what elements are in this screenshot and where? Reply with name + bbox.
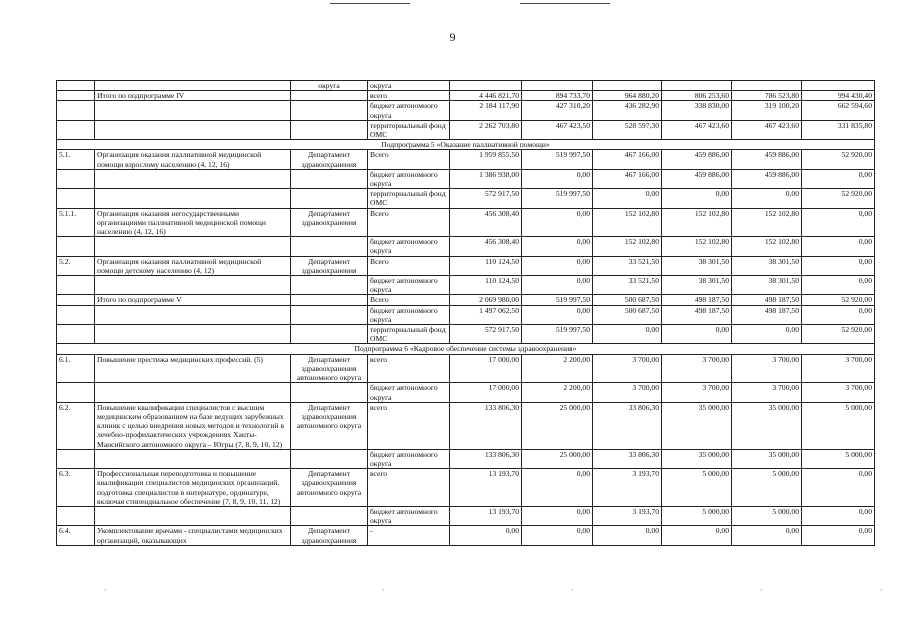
table-row — [57, 305, 875, 324]
value-cell: 459 886,00 — [732, 150, 802, 169]
value-cell: 33 806,30 — [593, 402, 662, 449]
value-cell: 0,00 — [522, 237, 593, 256]
value-cell: 0,00 — [802, 256, 875, 275]
value-cell: 436 282,90 — [593, 101, 662, 120]
row-code — [57, 91, 95, 101]
table-row — [57, 526, 875, 545]
table-row — [57, 354, 875, 383]
row-name — [95, 449, 291, 468]
row-name: Организация оказания негосударственными организациями паллиативной медицинской помощи населению (4, 12, 16) — [95, 208, 291, 237]
value-cell: 52 920,00 — [802, 189, 875, 208]
row-funding-source: всего — [368, 91, 450, 101]
value-cell: 5 000,00 — [802, 402, 875, 449]
value-cell: 17 000,00 — [450, 383, 522, 402]
row-code: 6.4. — [57, 526, 95, 545]
table-row — [57, 469, 875, 507]
table-row — [57, 506, 875, 525]
row-department — [291, 325, 368, 344]
value-cell — [732, 81, 802, 91]
row-code: 5.1. — [57, 150, 95, 169]
value-cell: 52 920,00 — [802, 295, 875, 305]
row-code — [57, 506, 95, 525]
row-name — [95, 305, 291, 324]
value-cell: 33 806,30 — [593, 449, 662, 468]
value-cell: 0,00 — [802, 208, 875, 237]
value-cell: 467 423,60 — [662, 120, 732, 139]
row-department — [291, 305, 368, 324]
table-row — [57, 449, 875, 468]
row-funding-source: - — [368, 526, 450, 545]
table-row — [57, 402, 875, 449]
table-row — [57, 189, 875, 208]
table-row — [57, 150, 875, 169]
value-cell: 427 310,20 — [522, 101, 593, 120]
row-name — [95, 169, 291, 188]
value-cell: 3 700,00 — [593, 383, 662, 402]
row-name: Организация оказания паллиативной медицинской помощи детскому населению (4, 12) — [95, 256, 291, 275]
value-cell: 0,00 — [522, 276, 593, 295]
top-rule-right — [520, 3, 610, 4]
value-cell: 0,00 — [732, 189, 802, 208]
row-code: 6.3. — [57, 469, 95, 507]
row-department — [291, 237, 368, 256]
row-name — [95, 276, 291, 295]
row-department: Департамент здравоохранения автономного округа — [291, 469, 368, 507]
row-department — [291, 449, 368, 468]
row-department — [291, 383, 368, 402]
row-funding-source: бюджет автономного округа — [368, 101, 450, 120]
value-cell — [802, 81, 875, 91]
row-funding-source: Всего — [368, 256, 450, 275]
value-cell: 338 830,00 — [662, 101, 732, 120]
row-funding-source: всего — [368, 402, 450, 449]
row-funding-source: округа — [368, 81, 450, 91]
row-code — [57, 305, 95, 324]
table-row — [57, 276, 875, 295]
value-cell: 0,00 — [802, 506, 875, 525]
value-cell: 25 000,00 — [522, 449, 593, 468]
value-cell: 498 187,50 — [662, 305, 732, 324]
value-cell: 0,00 — [593, 325, 662, 344]
value-cell: 3 700,00 — [802, 354, 875, 383]
value-cell: 152 102,80 — [732, 208, 802, 237]
value-cell: 0,00 — [802, 237, 875, 256]
row-funding-source: всего — [368, 354, 450, 383]
value-cell: 0,00 — [522, 469, 593, 507]
value-cell: 0,00 — [662, 325, 732, 344]
row-department — [291, 101, 368, 120]
section-row — [57, 344, 875, 354]
value-cell: 498 187,50 — [732, 305, 802, 324]
row-code — [57, 81, 95, 91]
value-cell: 0,00 — [802, 526, 875, 545]
value-cell: 994 430,40 — [802, 91, 875, 101]
row-code — [57, 325, 95, 344]
row-department — [291, 295, 368, 305]
row-name: Итого по подпрограмме V — [95, 295, 291, 305]
value-cell — [450, 81, 522, 91]
value-cell: 110 124,50 — [450, 256, 522, 275]
value-cell: 38 301,50 — [662, 276, 732, 295]
table-row — [57, 295, 875, 305]
value-cell: 964 880,20 — [593, 91, 662, 101]
row-funding-source: бюджет автономного округа — [368, 506, 450, 525]
row-department — [291, 169, 368, 188]
value-cell: 498 187,50 — [662, 295, 732, 305]
table-row — [57, 120, 875, 139]
row-code — [57, 169, 95, 188]
row-name — [95, 81, 291, 91]
row-code — [57, 237, 95, 256]
row-funding-source: Всего — [368, 295, 450, 305]
row-funding-source: бюджет автономного округа — [368, 237, 450, 256]
value-cell: 110 124,50 — [450, 276, 522, 295]
table-row — [57, 383, 875, 402]
table-row — [57, 169, 875, 188]
value-cell: 2 184 117,90 — [450, 101, 522, 120]
row-name: Повышение квалификации специалистов с высшим медицинским образованием на базе ведущих зарубежных клиник с целью внедрения новых методов и технологий в лечебно-профилактических учреждениях Ханты-Мансийского автономного округа – Югры (7, 8, 9, 10, 12) — [95, 402, 291, 449]
value-cell: 2 200,00 — [522, 354, 593, 383]
value-cell: 459 886,00 — [662, 169, 732, 188]
table-row — [57, 91, 875, 101]
value-cell: 894 733,70 — [522, 91, 593, 101]
value-cell: 1 497 062,50 — [450, 305, 522, 324]
value-cell: 456 308,40 — [450, 208, 522, 237]
value-cell: 133 806,30 — [450, 402, 522, 449]
value-cell: 2 069 980,00 — [450, 295, 522, 305]
value-cell: 0,00 — [802, 469, 875, 507]
value-cell: 3 193,70 — [593, 469, 662, 507]
value-cell: 2 262 703,80 — [450, 120, 522, 139]
value-cell — [522, 81, 593, 91]
value-cell: 498 187,50 — [732, 295, 802, 305]
row-code — [57, 295, 95, 305]
value-cell: 5 000,00 — [662, 506, 732, 525]
value-cell: 38 301,50 — [662, 256, 732, 275]
value-cell: 3 700,00 — [662, 383, 732, 402]
value-cell: 500 687,50 — [593, 305, 662, 324]
row-department: Департамент здравоохранения — [291, 208, 368, 237]
value-cell: 152 102,80 — [662, 208, 732, 237]
row-department — [291, 189, 368, 208]
value-cell: 786 523,80 — [732, 91, 802, 101]
row-code: 6.1. — [57, 354, 95, 383]
row-name: Итого по подпрограмме IV — [95, 91, 291, 101]
row-name: Повышение престижа медицинских профессий. (5) — [95, 354, 291, 383]
row-name: Профессиональная переподготовка и повышение квалификации специалистов медицинских организаций, подготовка специалистов в интернатуре, ординатуре, включая стипендиальное обеспечение (7, 8, 9, 10, 11, 12) — [95, 469, 291, 507]
value-cell: 152 102,80 — [593, 237, 662, 256]
row-funding-source: бюджет автономного округа — [368, 305, 450, 324]
value-cell: 25 000,00 — [522, 402, 593, 449]
value-cell: 519 997,50 — [522, 325, 593, 344]
value-cell: 13 193,70 — [450, 469, 522, 507]
row-funding-source: территориальный фонд ОМС — [368, 120, 450, 139]
table-row — [57, 208, 875, 237]
table-row — [57, 325, 875, 344]
value-cell: 459 886,00 — [662, 150, 732, 169]
value-cell: 3 193,70 — [593, 506, 662, 525]
value-cell: 5 000,00 — [662, 469, 732, 507]
row-department: Департамент здравоохранения автономного округа — [291, 402, 368, 449]
value-cell: 13 193,70 — [450, 506, 522, 525]
row-department: Департамент здравоохранения — [291, 526, 368, 545]
value-cell: 35 000,00 — [732, 402, 802, 449]
row-name — [95, 237, 291, 256]
row-funding-source: бюджет автономного округа — [368, 383, 450, 402]
value-cell: 500 687,50 — [593, 295, 662, 305]
value-cell: 0,00 — [802, 276, 875, 295]
value-cell — [662, 81, 732, 91]
row-name: Организация оказания паллиативной медицинской помощи взрослому населению (4, 12, 16) — [95, 150, 291, 169]
row-funding-source: бюджет автономного округа — [368, 276, 450, 295]
value-cell: 0,00 — [662, 526, 732, 545]
value-cell: 152 102,80 — [662, 237, 732, 256]
value-cell: 33 521,50 — [593, 276, 662, 295]
value-cell: 2 200,00 — [522, 383, 593, 402]
row-funding-source: Всего — [368, 208, 450, 237]
value-cell: 35 000,00 — [662, 449, 732, 468]
value-cell: 17 000,00 — [450, 354, 522, 383]
top-rule-left — [330, 3, 410, 4]
value-cell: 467 423,60 — [732, 120, 802, 139]
value-cell: 3 700,00 — [593, 354, 662, 383]
row-code — [57, 383, 95, 402]
value-cell: 331 835,80 — [802, 120, 875, 139]
value-cell: 572 917,50 — [450, 325, 522, 344]
value-cell: 152 102,80 — [593, 208, 662, 237]
value-cell: 0,00 — [522, 208, 593, 237]
value-cell: 5 000,00 — [802, 449, 875, 468]
value-cell: 519 997,50 — [522, 189, 593, 208]
value-cell: 0,00 — [662, 189, 732, 208]
value-cell: 0,00 — [522, 506, 593, 525]
value-cell: 3 700,00 — [662, 354, 732, 383]
value-cell: 133 806,30 — [450, 449, 522, 468]
value-cell: 0,00 — [450, 526, 522, 545]
value-cell: 0,00 — [593, 526, 662, 545]
row-code — [57, 101, 95, 120]
value-cell: 459 886,00 — [732, 169, 802, 188]
value-cell: 0,00 — [802, 305, 875, 324]
value-cell: 467 166,00 — [593, 169, 662, 188]
table-row — [57, 81, 875, 91]
value-cell: 662 594,60 — [802, 101, 875, 120]
row-department: Департамент здравоохранения — [291, 256, 368, 275]
value-cell: 3 700,00 — [732, 354, 802, 383]
scan-artifacts: · · · · · — [104, 586, 883, 595]
value-cell: 319 100,20 — [732, 101, 802, 120]
value-cell: 1 386 938,00 — [450, 169, 522, 188]
value-cell: 3 700,00 — [802, 383, 875, 402]
row-department — [291, 506, 368, 525]
row-code: 6.2. — [57, 402, 95, 449]
budget-table — [56, 80, 875, 546]
value-cell: 3 700,00 — [732, 383, 802, 402]
value-cell: 0,00 — [522, 169, 593, 188]
value-cell: 467 423,50 — [522, 120, 593, 139]
value-cell: 572 917,50 — [450, 189, 522, 208]
row-code — [57, 120, 95, 139]
value-cell: 0,00 — [522, 256, 593, 275]
section-title: Подпрограмма 6 «Кадровое обеспечение системы здравоохранения» — [57, 344, 875, 354]
section-title: Подпрограмма 5 «Оказание паллиативной помощи» — [57, 140, 875, 150]
row-department: округа — [291, 81, 368, 91]
row-code — [57, 276, 95, 295]
value-cell: 519 997,50 — [522, 295, 593, 305]
row-code: 5.1.1. — [57, 208, 95, 237]
value-cell: 0,00 — [802, 169, 875, 188]
row-department: Департамент здравоохранения автономного округа — [291, 354, 368, 383]
row-name: Укомплектование врачами - специалистами медицинских организаций, оказывающих — [95, 526, 291, 545]
row-name — [95, 101, 291, 120]
value-cell: 528 597,30 — [593, 120, 662, 139]
value-cell: 52 920,00 — [802, 150, 875, 169]
value-cell: 38 301,50 — [732, 276, 802, 295]
value-cell: 0,00 — [522, 526, 593, 545]
table-row — [57, 256, 875, 275]
row-department: Департамент здравоохранения — [291, 150, 368, 169]
value-cell: 152 102,80 — [732, 237, 802, 256]
row-department — [291, 276, 368, 295]
value-cell: 806 253,60 — [662, 91, 732, 101]
value-cell: 35 000,00 — [732, 449, 802, 468]
row-funding-source: территориальный фонд ОМС — [368, 189, 450, 208]
value-cell: 33 521,50 — [593, 256, 662, 275]
value-cell: 0,00 — [732, 526, 802, 545]
row-code — [57, 449, 95, 468]
value-cell: 52 920,00 — [802, 325, 875, 344]
value-cell — [593, 81, 662, 91]
value-cell: 0,00 — [732, 325, 802, 344]
value-cell: 5 000,00 — [732, 469, 802, 507]
row-name — [95, 189, 291, 208]
row-funding-source: бюджет автономного округа — [368, 169, 450, 188]
row-funding-source: бюджет автономного округа — [368, 449, 450, 468]
table-row — [57, 101, 875, 120]
value-cell: 4 446 821,70 — [450, 91, 522, 101]
row-department — [291, 91, 368, 101]
value-cell: 35 000,00 — [662, 402, 732, 449]
row-code: 5.2. — [57, 256, 95, 275]
row-name — [95, 383, 291, 402]
section-row — [57, 140, 875, 150]
value-cell: 519 997,50 — [522, 150, 593, 169]
value-cell: 467 166,00 — [593, 150, 662, 169]
value-cell: 5 000,00 — [732, 506, 802, 525]
value-cell: 456 308,40 — [450, 237, 522, 256]
row-funding-source: территориальный фонд ОМС — [368, 325, 450, 344]
value-cell: 0,00 — [593, 189, 662, 208]
table-row — [57, 237, 875, 256]
row-name — [95, 120, 291, 139]
row-code — [57, 189, 95, 208]
row-department — [291, 120, 368, 139]
row-name — [95, 506, 291, 525]
value-cell: 1 959 855,50 — [450, 150, 522, 169]
value-cell: 0,00 — [522, 305, 593, 324]
row-funding-source: всего — [368, 469, 450, 507]
row-name — [95, 325, 291, 344]
page-number: 9 — [449, 30, 456, 44]
row-funding-source: Всего — [368, 150, 450, 169]
value-cell: 38 301,50 — [732, 256, 802, 275]
